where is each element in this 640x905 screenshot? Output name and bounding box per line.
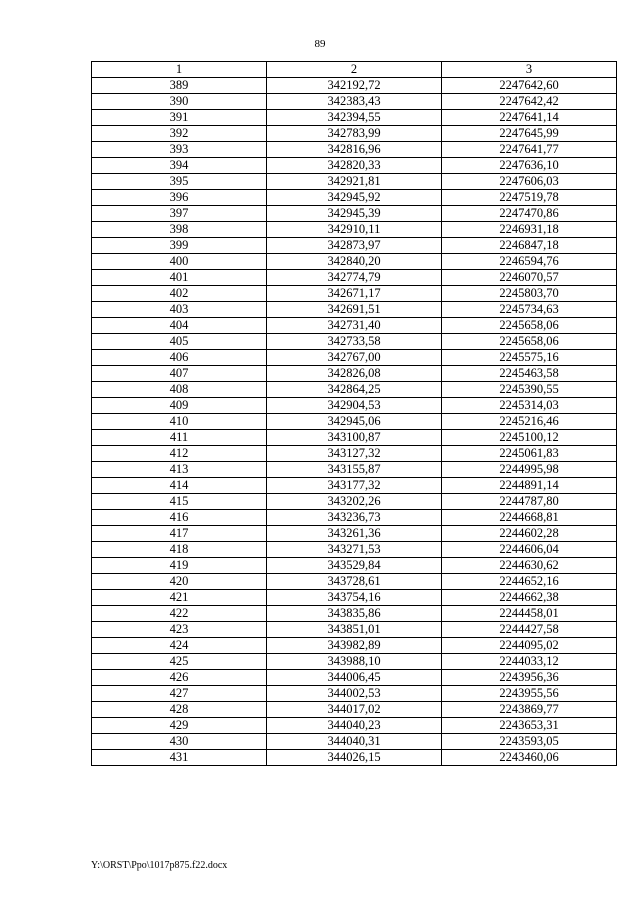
table-row — [92, 542, 617, 558]
table-cell: 393 — [92, 142, 267, 158]
table-row — [92, 702, 617, 718]
table-cell: 403 — [92, 302, 267, 318]
table-row — [92, 206, 617, 222]
table-cell: 2245463,58 — [442, 366, 617, 382]
table-row — [92, 110, 617, 126]
table-cell: 405 — [92, 334, 267, 350]
table-row — [92, 78, 617, 94]
table-cell: 2247641,77 — [442, 142, 617, 158]
table-cell: 2245216,46 — [442, 414, 617, 430]
table-row — [92, 222, 617, 238]
table-cell: 343202,26 — [267, 494, 442, 510]
table-cell: 2244458,01 — [442, 606, 617, 622]
table-cell: 2245575,16 — [442, 350, 617, 366]
table-cell: 397 — [92, 206, 267, 222]
table-cell: 418 — [92, 542, 267, 558]
table-cell: 423 — [92, 622, 267, 638]
table-cell: 342904,53 — [267, 398, 442, 414]
table-cell: 343835,86 — [267, 606, 442, 622]
table-cell: 342731,40 — [267, 318, 442, 334]
table-body — [92, 78, 617, 766]
table-cell: 2244787,80 — [442, 494, 617, 510]
table-row — [92, 254, 617, 270]
table-cell: 398 — [92, 222, 267, 238]
table-row — [92, 510, 617, 526]
table-cell: 343271,53 — [267, 542, 442, 558]
table-cell: 342394,55 — [267, 110, 442, 126]
table-cell: 2246070,57 — [442, 270, 617, 286]
table-cell: 2243869,77 — [442, 702, 617, 718]
table-row — [92, 462, 617, 478]
table-cell: 342733,58 — [267, 334, 442, 350]
table-cell: 409 — [92, 398, 267, 414]
table-cell: 343127,32 — [267, 446, 442, 462]
table-cell: 2244652,16 — [442, 574, 617, 590]
table-row — [92, 622, 617, 638]
table-cell: 2245390,55 — [442, 382, 617, 398]
table-cell: 343529,84 — [267, 558, 442, 574]
table-cell: 431 — [92, 750, 267, 766]
table-cell: 342671,17 — [267, 286, 442, 302]
table-cell: 414 — [92, 478, 267, 494]
table-row — [92, 526, 617, 542]
table-cell: 2247641,14 — [442, 110, 617, 126]
table-cell: 396 — [92, 190, 267, 206]
table-row — [92, 638, 617, 654]
table-cell: 342383,43 — [267, 94, 442, 110]
table-row — [92, 734, 617, 750]
table-row — [92, 574, 617, 590]
table-cell: 342873,97 — [267, 238, 442, 254]
table-row — [92, 590, 617, 606]
column-header: 1 — [92, 62, 267, 78]
table-cell: 2246847,18 — [442, 238, 617, 254]
table-cell: 391 — [92, 110, 267, 126]
table-cell: 2245658,06 — [442, 334, 617, 350]
table-cell: 2245314,03 — [442, 398, 617, 414]
table-cell: 413 — [92, 462, 267, 478]
table-cell: 342921,81 — [267, 174, 442, 190]
table-cell: 390 — [92, 94, 267, 110]
table-row — [92, 334, 617, 350]
table-cell: 2246594,76 — [442, 254, 617, 270]
table-row — [92, 142, 617, 158]
table-row — [92, 718, 617, 734]
table-cell: 2247636,10 — [442, 158, 617, 174]
table-cell: 2243460,06 — [442, 750, 617, 766]
table-row — [92, 126, 617, 142]
table-cell: 342840,20 — [267, 254, 442, 270]
table-row — [92, 366, 617, 382]
table-cell: 392 — [92, 126, 267, 142]
table-row — [92, 174, 617, 190]
table-cell: 2247645,99 — [442, 126, 617, 142]
table-cell: 342783,99 — [267, 126, 442, 142]
table-cell: 2244602,28 — [442, 526, 617, 542]
table-cell: 2244662,38 — [442, 590, 617, 606]
table-cell: 2243593,05 — [442, 734, 617, 750]
table-cell: 343177,32 — [267, 478, 442, 494]
table-cell: 2247519,78 — [442, 190, 617, 206]
footer-file-path: Y:\ORST\Ppo\1017p875.f22.docx — [91, 860, 228, 871]
table-cell: 2246931,18 — [442, 222, 617, 238]
table-cell: 2245803,70 — [442, 286, 617, 302]
table-cell: 344002,53 — [267, 686, 442, 702]
table-cell: 427 — [92, 686, 267, 702]
table-row — [92, 158, 617, 174]
table-row — [92, 270, 617, 286]
table-cell: 2243955,56 — [442, 686, 617, 702]
table-cell: 389 — [92, 78, 267, 94]
table-cell: 343982,89 — [267, 638, 442, 654]
table-row — [92, 350, 617, 366]
table-cell: 342945,39 — [267, 206, 442, 222]
table-cell: 394 — [92, 158, 267, 174]
table-cell: 411 — [92, 430, 267, 446]
table-cell: 399 — [92, 238, 267, 254]
page-number: 89 — [314, 38, 326, 50]
table-cell: 343261,36 — [267, 526, 442, 542]
table-row — [92, 286, 617, 302]
table-cell: 421 — [92, 590, 267, 606]
table-row — [92, 686, 617, 702]
table-cell: 343988,10 — [267, 654, 442, 670]
table-cell: 344040,31 — [267, 734, 442, 750]
table-cell: 415 — [92, 494, 267, 510]
table-row — [92, 478, 617, 494]
table-cell: 343236,73 — [267, 510, 442, 526]
table-cell: 344040,23 — [267, 718, 442, 734]
table-cell: 401 — [92, 270, 267, 286]
table-cell: 408 — [92, 382, 267, 398]
table-cell: 425 — [92, 654, 267, 670]
table-cell: 2244427,58 — [442, 622, 617, 638]
table-cell: 342864,25 — [267, 382, 442, 398]
table-cell: 410 — [92, 414, 267, 430]
table-cell: 2244891,14 — [442, 478, 617, 494]
table-cell: 342691,51 — [267, 302, 442, 318]
table-row — [92, 654, 617, 670]
table-cell: 343100,87 — [267, 430, 442, 446]
table-cell: 430 — [92, 734, 267, 750]
table-cell: 2244668,81 — [442, 510, 617, 526]
table-cell: 343728,61 — [267, 574, 442, 590]
table-cell: 426 — [92, 670, 267, 686]
table-cell: 406 — [92, 350, 267, 366]
table-cell: 2244095,02 — [442, 638, 617, 654]
table-header-row — [92, 62, 617, 78]
table-cell: 2243653,31 — [442, 718, 617, 734]
table-row — [92, 750, 617, 766]
table-cell: 342820,33 — [267, 158, 442, 174]
table-cell: 395 — [92, 174, 267, 190]
table-cell: 420 — [92, 574, 267, 590]
coordinates-table — [91, 61, 617, 766]
table-cell: 422 — [92, 606, 267, 622]
table-cell: 344017,02 — [267, 702, 442, 718]
table-row — [92, 414, 617, 430]
table-cell: 2247470,86 — [442, 206, 617, 222]
table-cell: 2245061,83 — [442, 446, 617, 462]
table-cell: 400 — [92, 254, 267, 270]
table-cell: 2247642,42 — [442, 94, 617, 110]
table-cell: 424 — [92, 638, 267, 654]
table-cell: 342816,96 — [267, 142, 442, 158]
table-row — [92, 558, 617, 574]
table-row — [92, 94, 617, 110]
table-cell: 344006,45 — [267, 670, 442, 686]
table-cell: 428 — [92, 702, 267, 718]
table-cell: 416 — [92, 510, 267, 526]
table-row — [92, 302, 617, 318]
table-cell: 343754,16 — [267, 590, 442, 606]
table-row — [92, 606, 617, 622]
table-cell: 417 — [92, 526, 267, 542]
column-header: 2 — [267, 62, 442, 78]
table-cell: 342774,79 — [267, 270, 442, 286]
table-row — [92, 430, 617, 446]
table-row — [92, 382, 617, 398]
table-cell: 2245734,63 — [442, 302, 617, 318]
table-row — [92, 446, 617, 462]
table-cell: 2247642,60 — [442, 78, 617, 94]
table-cell: 2245658,06 — [442, 318, 617, 334]
table-cell: 429 — [92, 718, 267, 734]
table-cell: 402 — [92, 286, 267, 302]
table-cell: 2244033,12 — [442, 654, 617, 670]
table-cell: 343851,01 — [267, 622, 442, 638]
table-cell: 344026,15 — [267, 750, 442, 766]
table-cell: 343155,87 — [267, 462, 442, 478]
table-cell: 342910,11 — [267, 222, 442, 238]
table-cell: 342826,08 — [267, 366, 442, 382]
table-cell: 419 — [92, 558, 267, 574]
column-header: 3 — [442, 62, 617, 78]
table-row — [92, 190, 617, 206]
table-cell: 2244630,62 — [442, 558, 617, 574]
table-cell: 2244995,98 — [442, 462, 617, 478]
table-cell: 2247606,03 — [442, 174, 617, 190]
table-cell: 342945,92 — [267, 190, 442, 206]
table-cell: 412 — [92, 446, 267, 462]
table-cell: 342767,00 — [267, 350, 442, 366]
table-row — [92, 670, 617, 686]
table-cell: 2245100,12 — [442, 430, 617, 446]
table-cell: 2244606,04 — [442, 542, 617, 558]
table-row — [92, 318, 617, 334]
table-cell: 342945,06 — [267, 414, 442, 430]
table-cell: 342192,72 — [267, 78, 442, 94]
table-cell: 404 — [92, 318, 267, 334]
table-row — [92, 398, 617, 414]
table-row — [92, 238, 617, 254]
table-cell: 407 — [92, 366, 267, 382]
table-cell: 2243956,36 — [442, 670, 617, 686]
table-row — [92, 494, 617, 510]
